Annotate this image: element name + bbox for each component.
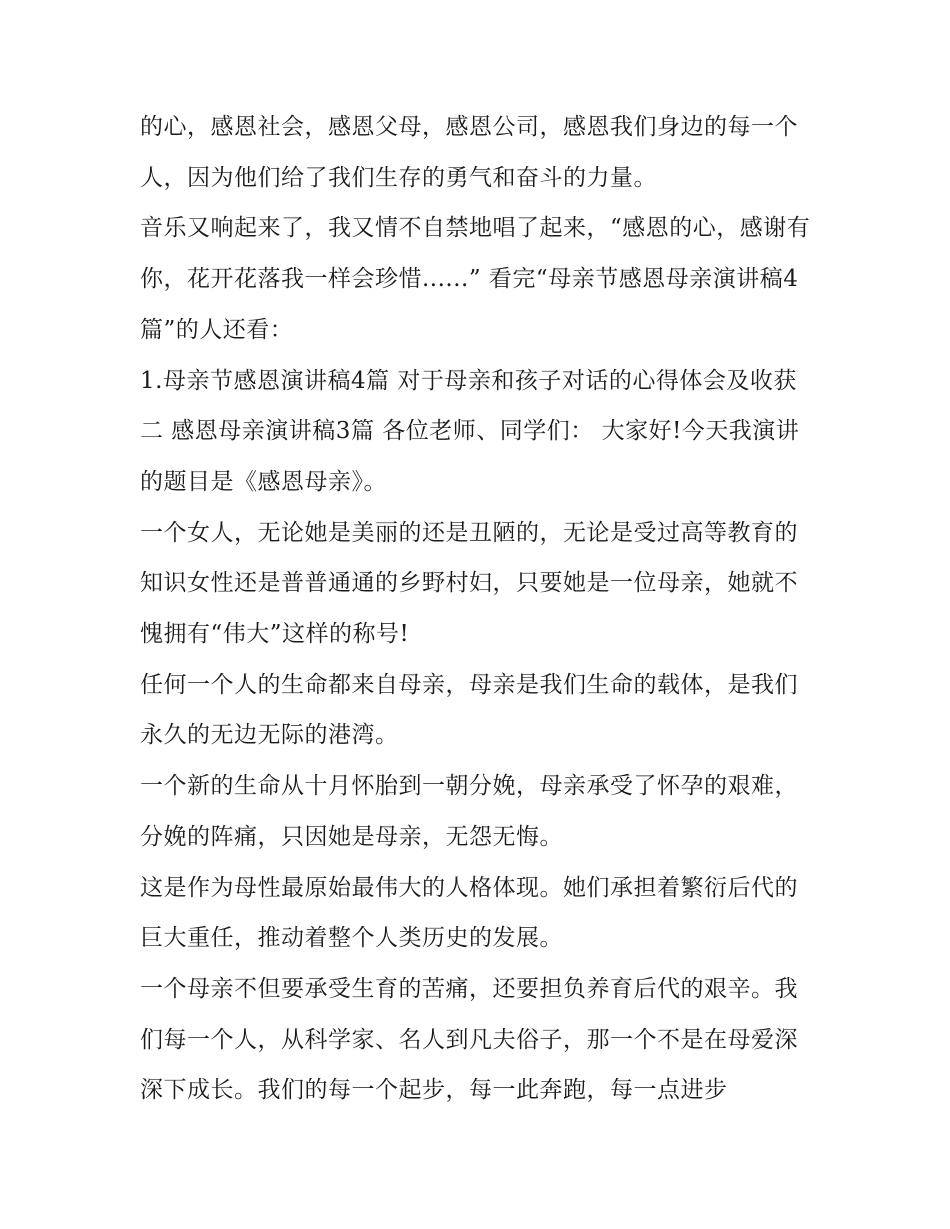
paragraph-1: 的心，感恩社会，感恩父母，感恩公司，感恩我们身边的每一个人，因为他们给了我们生存的勇气和奋斗的力量。 (140, 114, 798, 191)
paragraph-3: 1.母亲节感恩演讲稿4篇 对于母亲和孩子对话的心得体会及收获二 感恩母亲演讲稿3篇 各位老师、同学们： 大家好!今天我演讲的题目是《感恩母亲》。 (140, 367, 800, 495)
paragraph-6: 一个新的生命从十月怀胎到一朝分娩，母亲承受了怀孕的艰难，分娩的阵痛，只因她是母亲，无怨无悔。 (140, 773, 798, 850)
paragraph-8: 一个母亲不但要承受生育的苦痛，还要担负养育后代的艰辛。我们每一个人，从科学家、名人到凡夫俗子，那一个不是在母爱深深下成长。我们的每一个起步，每一此奔跑，每一点进步 (140, 975, 798, 1104)
paragraph-7: 这是作为母性最原始最伟大的人格体现。她们承担着繁衍后代的巨大重任，推动着整个人类历史的发展。 (140, 874, 798, 952)
paragraph-5: 任何一个人的生命都来自母亲，母亲是我们生命的载体，是我们永久的无边无际的港湾。 (140, 671, 798, 749)
paragraph-2: 音乐又响起来了，我又情不自禁地唱了起来，“感恩的心，感谢有你，花开花落我一样会珍惜......” 看完“母亲节感恩母亲演讲稿4篇”的人还看： (140, 215, 811, 343)
paragraph-4: 一个女人，无论她是美丽的还是丑陋的，无论是受过高等教育的知识女性还是普普通通的乡野村妇，只要她是一位母亲，她就不愧拥有“伟大”这样的称号! (140, 519, 798, 648)
document-body (140, 102, 815, 1116)
